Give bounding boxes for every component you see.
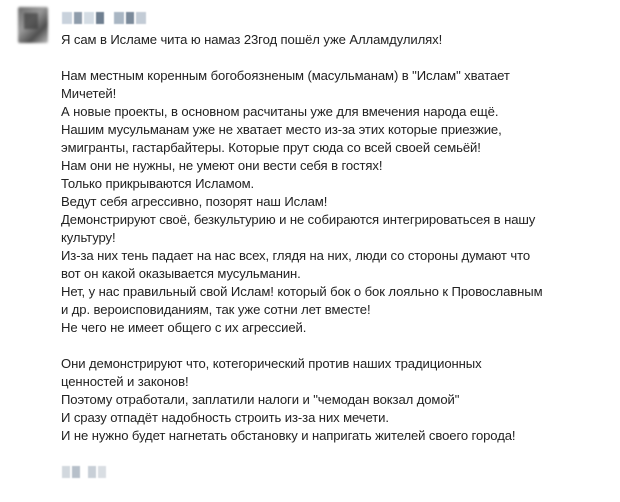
paragraph-gap [61,49,609,67]
post-line: Нам местным коренным богобоязненым (масульманам) в "Ислам" хватает [61,68,510,83]
post-line: Поэтому отработали, заплатили налоги и "чемодан вокзал домой" [61,392,460,407]
post-line: Не чего не имеет общего с их агрессией. [61,320,307,335]
post-line: культуру! [61,230,116,245]
post-line: Ведут себя агрессивно, позорят наш Ислам! [61,194,328,209]
post-line: ценностей и законов! [61,374,189,389]
blurred-name-block [62,12,72,24]
post-line: Они демонстрируют что, котегорический против наших традиционных [61,356,482,371]
blurred-meta-block [88,466,96,478]
blurred-name-block [84,12,94,24]
post-text [61,31,609,445]
paragraph-gap [61,337,609,355]
post-line: Нам они не нужны, не умеют они вести себя в гостях! [61,158,383,173]
blurred-post-meta [62,466,142,478]
blurred-name-block [114,12,124,24]
post-line: Я сам в Исламе чита ю намаз 23год пошёл уже Алламдулилях! [61,32,443,47]
post-line: и др. вероисповиданиям, так уже сотни лет вместе! [61,302,371,317]
post-line: Демонстрируют своё, безкультурию и не собираются интегрироватьсея в нашу [61,212,536,227]
blurred-name-block [126,12,134,24]
blurred-name-block [136,12,146,24]
post-line: Только прикрываются Исламом. [61,176,255,191]
blurred-avatar[interactable] [18,7,48,43]
blurred-meta-block [62,466,70,478]
post-line: И не нужно будет нагнетать обстановку и напригать жителей своего города! [61,428,516,443]
blurred-meta-block [72,466,80,478]
post-line: Нашим мусульманам уже не хватает место из-за этих которые приезжие, [61,122,502,137]
post-line: Мичетей! [61,86,117,101]
blurred-name-block [74,12,82,24]
blurred-author-name[interactable] [62,12,146,24]
post-line: вот он какой оказывается мусульманин. [61,266,301,281]
post-line: эмигранты, гастарбайтеры. Которые прут сюда со всей своей семьёй! [61,140,481,155]
post-line: А новые проекты, в основном расчитаны уже для вмечения народа ещё. [61,104,499,119]
post-line: Нет, у нас правильный свой Ислам! который бок о бок лояльно к Провославным [61,284,543,299]
blurred-name-block [96,12,104,24]
blurred-meta-block [98,466,106,478]
post-line: Из-за них тень падает на нас всех, глядя на них, люди со стороны думают что [61,248,531,263]
post-line: И сразу отпадёт надобность строить из-за них мечети. [61,410,389,425]
